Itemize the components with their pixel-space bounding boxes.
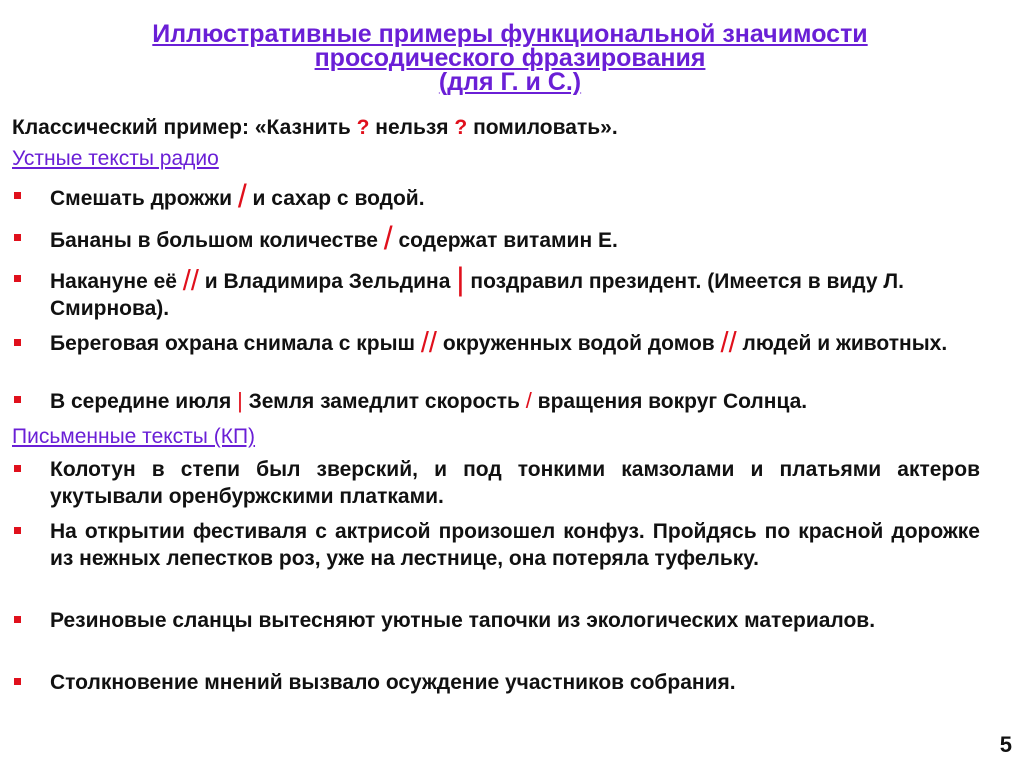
pause-mark: | (237, 388, 243, 413)
list-item: В середине июля | Земля замедлит скорость / вращения вокруг Солнца. (14, 387, 980, 415)
bullet-marker (14, 678, 21, 685)
bullet-marker (14, 339, 21, 346)
list-item: Резиновые сланцы вытесняют уютные тапочки из экологических материалов. (14, 607, 980, 634)
pause-mark: | (456, 261, 465, 297)
question-mark-1: ? (356, 116, 370, 139)
bullet-marker (14, 275, 21, 282)
pause-mark: // (182, 265, 199, 297)
question-mark-2: ? (454, 116, 468, 139)
section-heading-oral: Устные тексты радио (12, 147, 219, 170)
bullet-marker (14, 234, 21, 241)
title-line-1: Иллюстративные примеры функциональной значимости (152, 20, 868, 48)
bullet-marker (14, 396, 21, 403)
bullet-marker (14, 616, 21, 623)
bullet-marker (14, 465, 21, 472)
classic-example (12, 115, 618, 141)
bullet-marker (14, 527, 21, 534)
classic-suffix: помиловать». (467, 116, 618, 139)
list-item: Колотун в степи был зверский, и под тонкими камзолами и платьями актеров укутывали оренбуржскими платками. (14, 456, 980, 510)
pause-mark: // (720, 327, 737, 359)
section-heading-written: Письменные тексты (КП) (12, 425, 256, 448)
classic-prefix: Классический пример: «Казнить (12, 116, 357, 139)
pause-mark: / (237, 178, 247, 214)
page-number: 5 (999, 732, 1012, 757)
title-line-3: (для Г. и С.) (438, 68, 582, 96)
list-item: Смешать дрожжи / и сахар с водой. (14, 183, 980, 212)
list-item: Бананы в большом количестве / содержат витамин Е. (14, 225, 980, 254)
list-item: Накануне её // и Владимира Зельдина | поздравил президент. (Имеется в виду Л. Смирнова). (14, 266, 980, 322)
title-line-2: просодического фразирования (314, 44, 706, 72)
pause-mark: / (525, 388, 532, 413)
list-item: Береговая охрана снимала с крыш // окруженных водой домов // людей и животных. (14, 330, 980, 357)
classic-mid: нельзя (369, 116, 455, 139)
list-item: На открытии фестиваля с актрисой произошел конфуз. Пройдясь по красной дорожке из нежных лепестков роз, уже на лестнице, она потеряла туфельку. (14, 518, 980, 572)
list-item: Столкновение мнений вызвало осуждение участников собрания. (14, 669, 980, 696)
bullet-marker (14, 192, 21, 199)
slide-title (60, 22, 960, 94)
pause-mark: / (383, 220, 393, 256)
pause-mark: // (420, 327, 437, 359)
